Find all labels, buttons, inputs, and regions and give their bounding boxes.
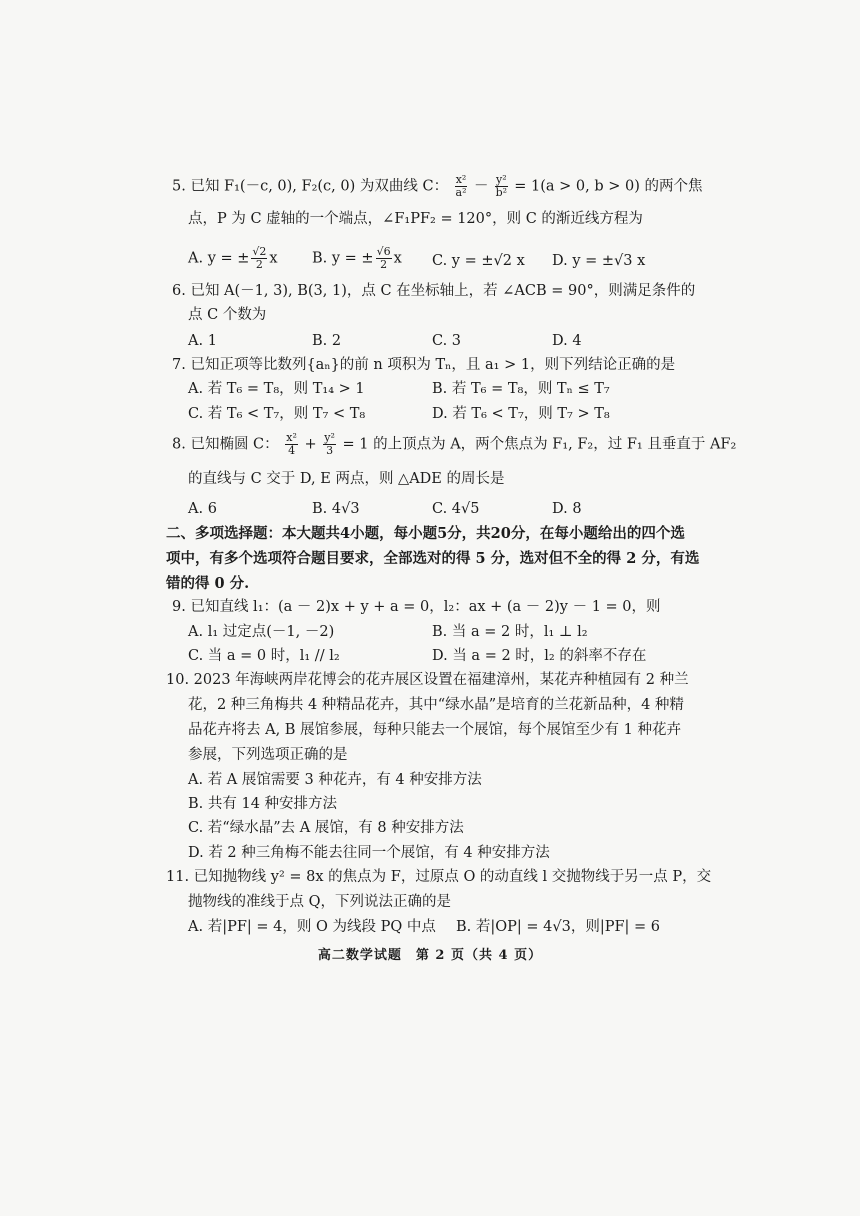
section2-heading-line2: 项中，有多个选项符合题目要求，全部选对的得 5 分，选对但不全的得 2 分，有选 bbox=[166, 550, 700, 567]
q10-option-c: C. 若“绿水晶”去 A 展馆，有 8 种安排方法 bbox=[188, 820, 464, 836]
q10-option-b: B. 共有 14 种安排方法 bbox=[188, 796, 338, 812]
q7-option-d: D. 若 T₆ < T₇，则 T₇ > T₈ bbox=[432, 406, 610, 422]
q8-option-b: B. 4√3 bbox=[312, 501, 360, 517]
section2-heading-line1: 二、多项选择题：本大题共4小题，每小题5分，共20分，在每小题给出的四个选 bbox=[166, 525, 685, 542]
q11-option-a: A. 若|PF| = 4，则 O 为线段 PQ 中点 bbox=[188, 919, 436, 935]
q6-option-c: C. 3 bbox=[432, 333, 462, 349]
q5-option-a-post: x bbox=[269, 250, 278, 267]
q5-frac-y-den: b² bbox=[495, 186, 508, 199]
q8-frac-y bbox=[323, 432, 336, 457]
q6-option-b: B. 2 bbox=[312, 333, 342, 349]
q7-option-b: B. 若 T₆ = T₈，则 Tₙ ≤ T₇ bbox=[432, 381, 610, 397]
q5-line2: 点，P 为 C 虚轴的一个端点，∠F₁PF₂ = 120°，则 C 的渐近线方程为 bbox=[188, 211, 643, 227]
q5-option-b bbox=[312, 246, 402, 271]
q10-line3: 品花卉将去 A, B 展馆参展，每种只能去一个展馆，每个展馆至少有 1 种花卉 bbox=[188, 722, 682, 738]
q5-frac-y-num: y² bbox=[496, 173, 507, 186]
q8-frac-x bbox=[285, 432, 298, 457]
q5-option-a-pre: A. y = ± bbox=[188, 250, 250, 267]
q5-frac-x-num: x² bbox=[455, 173, 467, 186]
q6-option-a: A. 1 bbox=[188, 333, 217, 349]
q5-option-c: C. y = ±√2 x bbox=[432, 253, 525, 269]
q9-line1: 9. 已知直线 l₁：(a － 2)x + y + a = 0，l₂：ax + (a － 2)y － 1 = 0，则 bbox=[172, 599, 661, 615]
q8-frac-x-num: x² bbox=[286, 431, 297, 444]
q8-line1-pre: 8. 已知椭圆 C： bbox=[172, 436, 279, 453]
q9-option-c: C. 当 a = 0 时，l₁ // l₂ bbox=[188, 648, 340, 664]
q11-line2: 抛物线的准线于点 Q，下列说法正确的是 bbox=[188, 894, 451, 910]
q8-plus: + bbox=[304, 436, 317, 453]
q5-option-d: D. y = ±√3 x bbox=[552, 253, 646, 269]
q5-option-a-num: √2 bbox=[252, 245, 267, 258]
q5-frac-x-den: a² bbox=[455, 186, 467, 199]
q5-line1 bbox=[172, 174, 703, 199]
q7-line1: 7. 已知正项等比数列{aₙ}的前 n 项积为 Tₙ，且 a₁ > 1，则下列结论正确的是 bbox=[172, 357, 676, 373]
q5-line1-text: 5. 已知 F₁(－c, 0), F₂(c, 0) 为双曲线 C： bbox=[172, 178, 449, 195]
q5-option-b-post: x bbox=[393, 250, 402, 267]
q5-minus: － bbox=[473, 178, 489, 195]
q9-option-a: A. l₁ 过定点(－1, －2) bbox=[188, 624, 335, 640]
q5-option-a-frac bbox=[251, 246, 267, 271]
q5-option-a bbox=[188, 246, 278, 271]
q5-frac-y bbox=[495, 174, 508, 199]
q8-option-c: C. 4√5 bbox=[432, 501, 480, 517]
q6-line2: 点 C 个数为 bbox=[188, 307, 267, 323]
q5-frac-x bbox=[455, 174, 468, 199]
q5-option-b-frac bbox=[376, 246, 392, 271]
q8-frac-y-den: 3 bbox=[326, 444, 334, 457]
q8-frac-y-num: y² bbox=[324, 431, 335, 444]
q6-option-d: D. 4 bbox=[552, 333, 582, 349]
q7-option-c: C. 若 T₆ < T₇，则 T₇ < T₈ bbox=[188, 406, 366, 422]
q8-option-a: A. 6 bbox=[188, 501, 217, 517]
q5-option-b-pre: B. y = ± bbox=[312, 250, 374, 267]
q11-line1: 11. 已知抛物线 y² = 8x 的焦点为 F，过原点 O 的动直线 l 交抛物线于另一点 P，交 bbox=[166, 869, 712, 885]
q10-line2: 花，2 种三角梅共 4 种精品花卉，其中“绿水晶”是培育的兰花新品种，4 种精 bbox=[188, 697, 684, 713]
q5-line1-tail: = 1(a > 0, b > 0) 的两个焦 bbox=[514, 178, 703, 195]
q8-line2: 的直线与 C 交于 D, E 两点，则 △ADE 的周长是 bbox=[188, 471, 505, 487]
q9-option-b: B. 当 a = 2 时，l₁ ⊥ l₂ bbox=[432, 624, 588, 640]
q6-line1: 6. 已知 A(－1, 3), B(3, 1)，点 C 在坐标轴上，若 ∠ACB = 90°，则满足条件的 bbox=[172, 283, 696, 299]
q5-option-b-den: 2 bbox=[380, 258, 388, 271]
q5-option-a-den: 2 bbox=[255, 258, 263, 271]
q8-option-d: D. 8 bbox=[552, 501, 582, 517]
q10-line1: 10. 2023 年海峡两岸花博会的花卉展区设置在福建漳州，某花卉种植园有 2 种兰 bbox=[166, 672, 689, 688]
q11-option-b: B. 若|OP| = 4√3，则|PF| = 6 bbox=[456, 919, 661, 935]
q10-option-d: D. 若 2 种三角梅不能去往同一个展馆，有 4 种安排方法 bbox=[188, 845, 550, 861]
q7-option-a: A. 若 T₆ = T₈，则 T₁₄ > 1 bbox=[188, 381, 365, 397]
q5-option-b-num: √6 bbox=[376, 245, 391, 258]
q8-line1 bbox=[172, 432, 736, 457]
q9-option-d: D. 当 a = 2 时，l₂ 的斜率不存在 bbox=[432, 648, 647, 664]
section2-heading-line3: 错的得 0 分. bbox=[166, 575, 250, 592]
q10-line4: 参展，下列选项正确的是 bbox=[188, 747, 348, 763]
page-footer: 高二数学试题 第 2 页（共 4 页） bbox=[317, 948, 543, 963]
q8-frac-x-den: 4 bbox=[288, 444, 296, 457]
q10-option-a: A. 若 A 展馆需要 3 种花卉，有 4 种安排方法 bbox=[188, 772, 482, 788]
q8-line1-tail: = 1 的上顶点为 A，两个焦点为 F₁, F₂，过 F₁ 且垂直于 AF₂ bbox=[342, 436, 737, 453]
